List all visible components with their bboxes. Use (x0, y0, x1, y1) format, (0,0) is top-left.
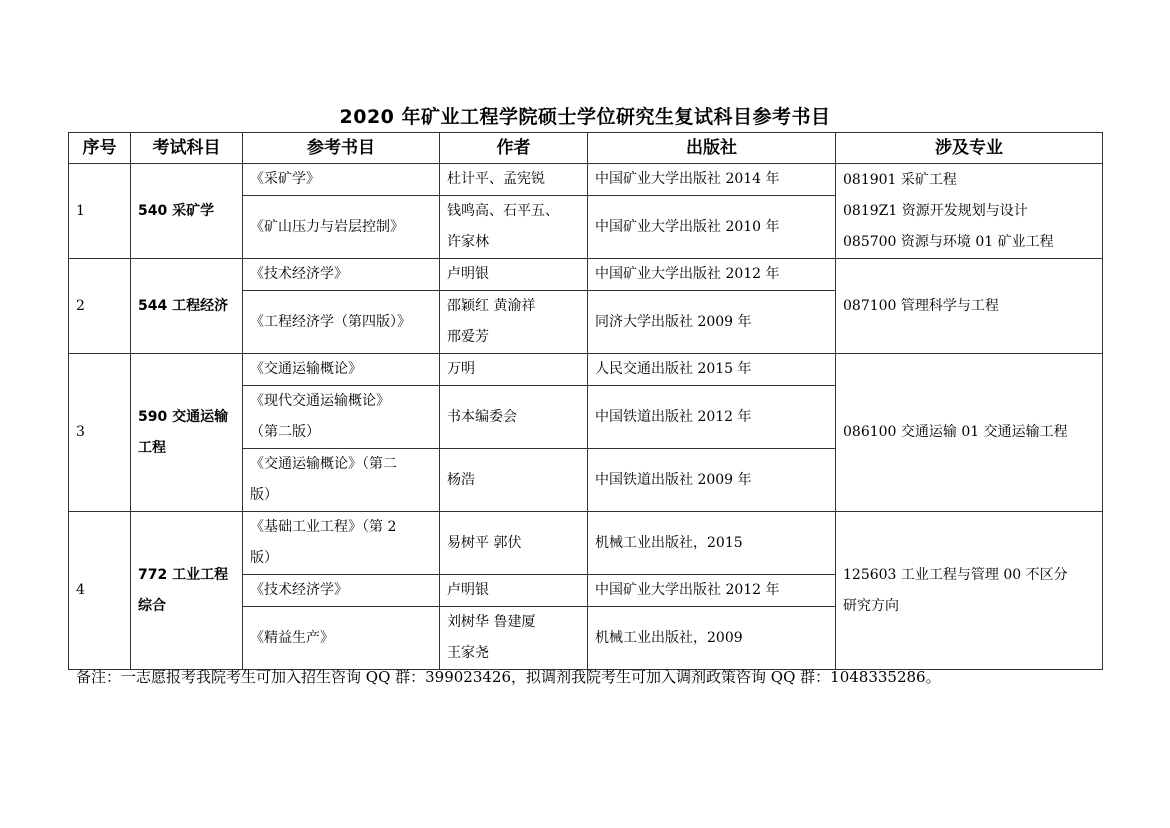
book-author: 书本编委会 (440, 386, 588, 449)
book-title: 《交通运输概论》 (243, 354, 440, 386)
book-publisher: 机械工业出版社，2009 (588, 607, 836, 670)
book-publisher: 中国矿业大学出版社 2014 年 (588, 164, 836, 196)
row-number: 4 (69, 512, 131, 670)
table-header-row (69, 133, 1103, 164)
table-row (69, 164, 1103, 196)
row-number: 1 (69, 164, 131, 259)
book-title: 《技术经济学》 (243, 259, 440, 291)
book-title: 《矿山压力与岩层控制》 (243, 196, 440, 259)
related-majors: 125603 工业工程与管理 00 不区分 研究方向 (836, 512, 1103, 670)
related-majors: 081901 采矿工程 0819Z1 资源开发规划与设计 085700 资源与环境 01 矿业工程 (836, 164, 1103, 259)
book-author: 万明 (440, 354, 588, 386)
reference-book-table (68, 132, 1103, 670)
book-publisher: 机械工业出版社，2015 (588, 512, 836, 575)
footnote: 备注：一志愿报考我院考生可加入招生咨询 QQ 群：399023426，拟调剂我院考生可加入调剂政策咨询 QQ 群：1048335286。 (76, 668, 941, 686)
exam-subject: 772 工业工程 综合 (131, 512, 243, 670)
exam-subject: 540 采矿学 (131, 164, 243, 259)
book-title: 《交通运输概论》（第二 版） (243, 449, 440, 512)
table-row (69, 354, 1103, 386)
book-title: 《现代交通运输概论》 （第二版） (243, 386, 440, 449)
book-title: 《技术经济学》 (243, 575, 440, 607)
related-majors: 086100 交通运输 01 交通运输工程 (836, 354, 1103, 512)
book-author: 易树平 郭伏 (440, 512, 588, 575)
book-author: 杨浩 (440, 449, 588, 512)
book-author: 卢明银 (440, 575, 588, 607)
header-book: 参考书目 (243, 133, 440, 164)
book-author: 杜计平、孟宪锐 (440, 164, 588, 196)
book-publisher: 人民交通出版社 2015 年 (588, 354, 836, 386)
header-major: 涉及专业 (836, 133, 1103, 164)
book-author: 刘树华 鲁建厦 王家尧 (440, 607, 588, 670)
book-title: 《工程经济学（第四版）》 (243, 291, 440, 354)
book-author: 钱鸣高、石平五、 许家林 (440, 196, 588, 259)
exam-subject: 544 工程经济 (131, 259, 243, 354)
header-publisher: 出版社 (588, 133, 836, 164)
book-publisher: 同济大学出版社 2009 年 (588, 291, 836, 354)
table-row (69, 259, 1103, 291)
book-publisher: 中国矿业大学出版社 2010 年 (588, 196, 836, 259)
book-title: 《精益生产》 (243, 607, 440, 670)
table-row (69, 512, 1103, 575)
book-publisher: 中国矿业大学出版社 2012 年 (588, 259, 836, 291)
header-subject: 考试科目 (131, 133, 243, 164)
book-publisher: 中国矿业大学出版社 2012 年 (588, 575, 836, 607)
book-publisher: 中国铁道出版社 2009 年 (588, 449, 836, 512)
header-author: 作者 (440, 133, 588, 164)
book-author: 卢明银 (440, 259, 588, 291)
book-author: 邵颖红 黄渝祥 邢爱芳 (440, 291, 588, 354)
exam-subject: 590 交通运输 工程 (131, 354, 243, 512)
header-no: 序号 (69, 133, 131, 164)
row-number: 2 (69, 259, 131, 354)
page-title: 2020 年矿业工程学院硕士学位研究生复试科目参考书目 (339, 106, 831, 128)
row-number: 3 (69, 354, 131, 512)
book-publisher: 中国铁道出版社 2012 年 (588, 386, 836, 449)
book-title: 《基础工业工程》（第 2 版） (243, 512, 440, 575)
book-title: 《采矿学》 (243, 164, 440, 196)
related-majors: 087100 管理科学与工程 (836, 259, 1103, 354)
